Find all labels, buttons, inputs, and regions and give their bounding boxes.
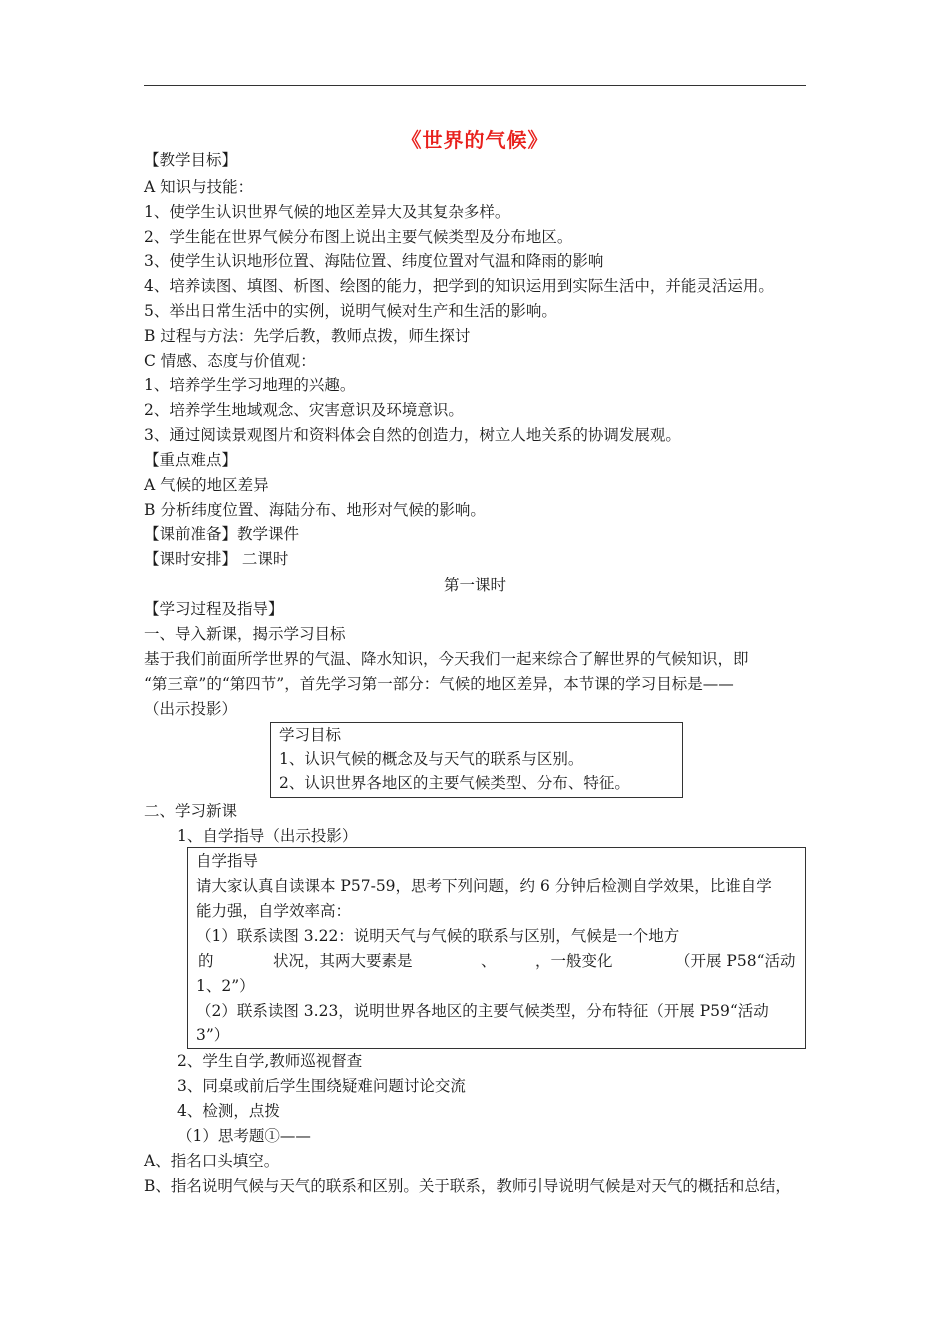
guide-text: 状况，其两大要素是 xyxy=(273,952,413,970)
guide-text: 的 xyxy=(198,952,214,970)
text-line: 二、学习新课 xyxy=(144,802,238,820)
section-heading-schedule: 【课时安排】 二课时 xyxy=(144,550,289,568)
guide-question-1: （1）联系读图 3.22：说明天气与气候的联系与区别，气候是一个地方 xyxy=(196,927,680,945)
section-heading-keypoints: 【重点难点】 xyxy=(144,451,238,469)
document-title: 《世界的气候》 xyxy=(401,128,549,152)
text-line: 4、培养读图、填图、析图、绘图的能力，把学到的知识运用到实际生活中，并能灵活运用。 xyxy=(144,277,774,295)
guide-question-2: （2）联系读图 3.23，说明世界各地区的主要气候类型，分布特征（开展 P59“活动 xyxy=(196,1002,769,1020)
text-line: 基于我们前面所学世界的气温、降水知识，今天我们一起来综合了解世界的气候知识，即 xyxy=(144,650,749,668)
text-line: 3、通过阅读景观图片和资料体会自然的创造力，树立人地关系的协调发展观。 xyxy=(144,426,681,444)
text-line: 1、使学生认识世界气候的地区差异大及其复杂多样。 xyxy=(144,203,511,221)
learning-goal-item: 1、认识气候的概念及与天气的联系与区别。 xyxy=(279,750,584,768)
self-study-guide-box xyxy=(187,847,806,1049)
guide-text: 1、2”） xyxy=(196,977,255,995)
learning-goals-heading: 学习目标 xyxy=(279,726,342,744)
section-heading-objectives: 【教学目标】 xyxy=(144,151,238,169)
text-line: 2、学生能在世界气候分布图上说出主要气候类型及分布地区。 xyxy=(144,228,573,246)
text-line: 3、同桌或前后学生围绕疑难问题讨论交流 xyxy=(177,1077,466,1095)
section-heading-process: 【学习过程及指导】 xyxy=(144,600,284,618)
text-line: B、指名说明气候与天气的联系和区别。关于联系，教师引导说明气候是对天气的概括和总结， xyxy=(144,1177,791,1195)
learning-goals-box xyxy=(270,722,683,798)
lesson-subtitle: 第一课时 xyxy=(443,576,506,594)
header-rule xyxy=(144,85,806,86)
text-line: 1、培养学生学习地理的兴趣。 xyxy=(144,376,356,394)
text-line: A 知识与技能： xyxy=(144,178,254,196)
text-line: “第三章”的“第四节”，首先学习第一部分：气候的地区差异，本节课的学习目标是—— xyxy=(144,675,734,693)
text-line: 3、使学生认识地形位置、海陆位置、纬度位置对气温和降雨的影响 xyxy=(144,252,604,270)
text-line: 一、导入新课，揭示学习目标 xyxy=(144,625,346,643)
text-line: 5、举出日常生活中的实例，说明气候对生产和生活的影响。 xyxy=(144,302,557,320)
text-line: A 气候的地区差异 xyxy=(144,476,269,494)
text-line: C 情感、态度与价值观： xyxy=(144,352,316,370)
section-heading-preparation: 【课前准备】教学课件 xyxy=(144,525,300,543)
guide-text: 、 xyxy=(481,952,497,970)
text-line: （出示投影） xyxy=(144,700,238,718)
guide-text: （开展 P58“活动 xyxy=(675,952,796,970)
guide-text: 3”） xyxy=(196,1026,230,1044)
text-line: A、指名口头填空。 xyxy=(144,1152,280,1170)
guide-text: 能力强，自学效率高： xyxy=(196,902,352,920)
text-line: 1、自学指导（出示投影） xyxy=(177,827,358,845)
text-line: 4、检测，点拨 xyxy=(177,1102,280,1120)
learning-goal-item: 2、认识世界各地区的主要气候类型、分布、特征。 xyxy=(279,774,630,792)
guide-text: 请大家认真自读课本 P57-59，思考下列问题，约 6 分钟后检测自学效果，比谁自学 xyxy=(196,877,772,895)
guide-text: ，一般变化 xyxy=(535,952,613,970)
text-line: 2、培养学生地域观念、灾害意识及环境意识。 xyxy=(144,401,464,419)
text-line: B 分析纬度位置、海陆分布、地形对气候的影响。 xyxy=(144,501,486,519)
text-line: （1）思考题①—— xyxy=(177,1127,311,1145)
text-line: 2、学生自学,教师巡视督查 xyxy=(177,1052,363,1070)
self-study-guide-heading: 自学指导 xyxy=(196,852,259,870)
text-line: B 过程与方法：先学后教，教师点拨，师生探讨 xyxy=(144,327,471,345)
